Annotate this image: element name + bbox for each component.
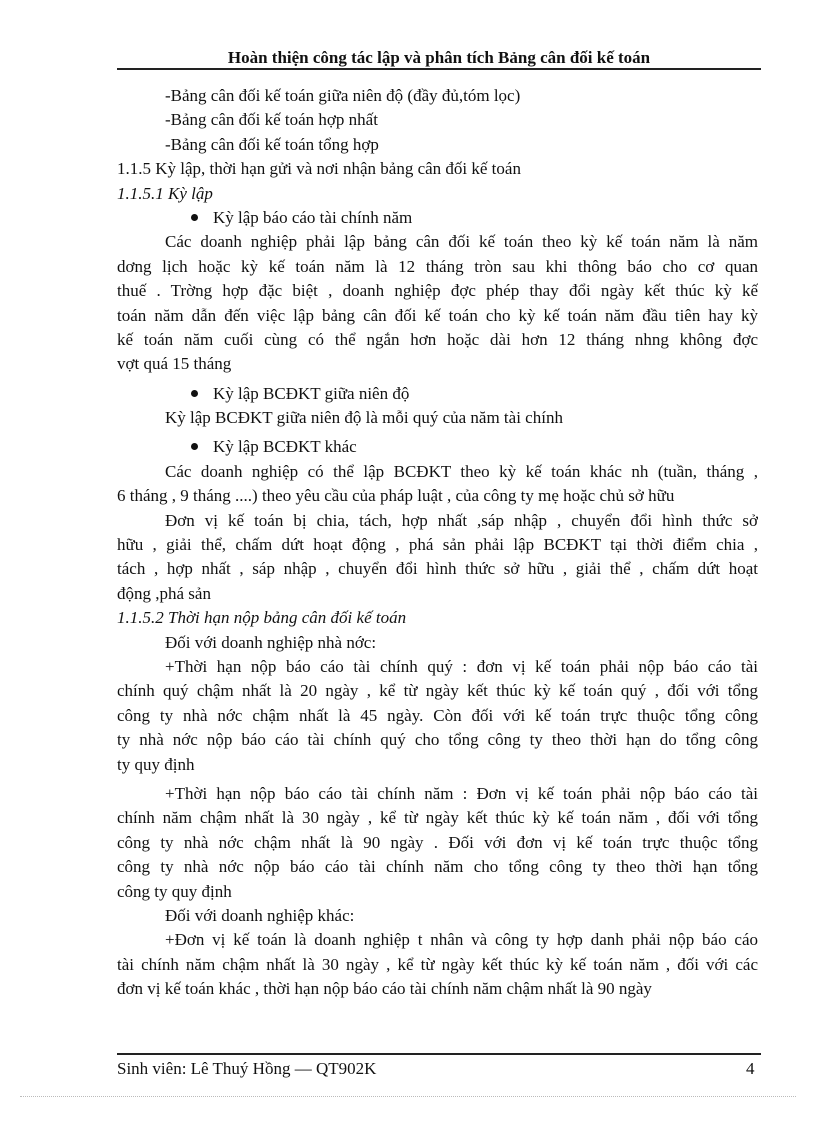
list-item: -Bảng cân đối kế toán tổng hợp <box>165 134 379 154</box>
bullet-item <box>117 206 758 230</box>
header-divider <box>117 68 761 70</box>
subsection-heading: 1.1.5.1 Kỳ lập <box>117 183 213 203</box>
page-edge-divider <box>20 1096 796 1097</box>
paragraph-line: đơn vị kế toán khác , thời hạn nộp báo cáo tài chính năm chậm nhất là 90 ngày <box>117 979 652 999</box>
paragraph-line: Kỳ lập BCĐKT giữa niên độ là mỗi quý của năm tài chính <box>165 408 563 428</box>
list-item: -Bảng cân đối kế toán giữa niên độ (đầy đủ,tóm lọc) <box>165 86 521 105</box>
paragraph-line: chính quý chậm nhất là 20 ngày , kể từ ngày kết thúc kỳ kế toán quý , đối với tổng <box>117 681 758 701</box>
paragraph-line: công ty quy định <box>117 881 232 901</box>
paragraph-line: tài chính năm chậm nhất là 30 ngày , kể từ ngày kết thúc kỳ kế toán năm , đối với các <box>117 954 758 974</box>
footer-student: Sinh viên: Lê Thuý Hồng — QT902K <box>117 1059 377 1078</box>
list-item: -Bảng cân đối kế toán hợp nhất <box>165 110 378 130</box>
paragraph-line: Đơn vị kế toán bị chia, tách, hợp nhất ,sáp nhập , chuyển đổi hình thức sở <box>165 510 758 530</box>
paragraph-line: tách , hợp nhất , sáp nhập , chuyển đổi hình thức sở hữu , giải thể , chấm dứt hoạt <box>117 559 758 579</box>
document-body <box>117 84 758 1001</box>
bullet-icon <box>191 214 198 221</box>
paragraph-line: kế toán năm cuối cùng có thể ngắn hơn hoặc dài hơn 12 tháng nhng không đợc <box>117 329 758 349</box>
page-number: 4 <box>746 1059 755 1078</box>
paragraph-line: chính năm chậm nhất là 30 ngày , kể từ ngày kết thúc kỳ kế toán năm , đối với tổng <box>117 808 758 828</box>
paragraph-line: công ty nhà nớc chậm nhất là 45 ngày. Còn đối với kế toán trực thuộc tổng công <box>117 705 758 725</box>
page-header-title: Hoàn thiện công tác lập và phân tích Bảng cân đối kế toán <box>227 48 651 67</box>
paragraph-line: công ty nhà nớc chậm nhất là 90 ngày . Đối với đơn vị kế toán trực thuộc tổng <box>117 832 758 852</box>
paragraph-line: +Thời hạn nộp báo cáo tài chính quý : đơn vị kế toán phải nộp báo cáo tài <box>165 656 758 676</box>
bullet-text: Kỳ lập BCĐKT khác <box>213 437 357 457</box>
paragraph-line: toán năm dẫn đến việc lập bảng cân đối kế toán cho kỳ kế toán năm đầu tiên hay kỳ <box>117 305 758 325</box>
paragraph-line: Đối với doanh nghiệp nhà nớc: <box>165 632 377 652</box>
footer-divider <box>117 1053 761 1055</box>
paragraph-line: Đối với doanh nghiệp khác: <box>165 905 355 925</box>
bullet-item <box>117 382 758 406</box>
paragraph-line: 6 tháng , 9 tháng ....) theo yêu cầu của pháp luật , của công ty mẹ hoặc chủ sở hữu <box>117 486 675 506</box>
paragraph-line: ty quy định <box>117 754 195 774</box>
paragraph-line: vợt quá 15 tháng <box>117 354 232 374</box>
paragraph-line: công ty nhà nớc nộp báo cáo tài chính năm cho tổng công ty theo thời hạn tổng <box>117 857 758 877</box>
paragraph-line: Các doanh nghiệp phải lập bảng cân đối kế toán theo kỳ kế toán năm là năm <box>165 232 758 252</box>
paragraph-line: hữu , giải thể, chấm dứt hoạt động , phá sản phải lập BCĐKT tại thời điểm chia , <box>117 535 758 555</box>
paragraph-line: +Thời hạn nộp báo cáo tài chính năm : Đơn vị kế toán phải nộp báo cáo tài <box>165 783 758 803</box>
paragraph-line: thuế . Trờng hợp đặc biệt , doanh nghiệp đợc phép thay đổi ngày kết thúc kỳ kế <box>117 281 758 301</box>
bullet-text: Kỳ lập báo cáo tài chính năm <box>213 207 413 227</box>
bullet-item <box>117 435 758 459</box>
bullet-text: Kỳ lập BCĐKT giữa niên độ <box>213 383 410 403</box>
paragraph-line: Các doanh nghiệp có thể lập BCĐKT theo kỳ kế toán khác nh (tuần, tháng , <box>165 461 758 481</box>
subsection-heading: 1.1.5.2 Thời hạn nộp bảng cân đối kế toán <box>117 608 407 628</box>
paragraph-line: động ,phá sản <box>117 583 211 603</box>
section-heading: 1.1.5 Kỳ lập, thời hạn gửi và nơi nhận bảng cân đối kế toán <box>117 159 521 179</box>
paragraph-line: ty nhà nớc nộp báo cáo tài chính quý cho tổng công ty theo thời hạn do tổng công <box>117 730 758 750</box>
bullet-icon <box>191 390 198 397</box>
paragraph-line: dơng lịch hoặc kỳ kế toán năm là 12 tháng tròn sau khi thông báo cho cơ quan <box>117 256 758 276</box>
paragraph-line: +Đơn vị kế toán là doanh nghiệp t nhân và công ty hợp danh phải nộp báo cáo <box>165 930 758 950</box>
